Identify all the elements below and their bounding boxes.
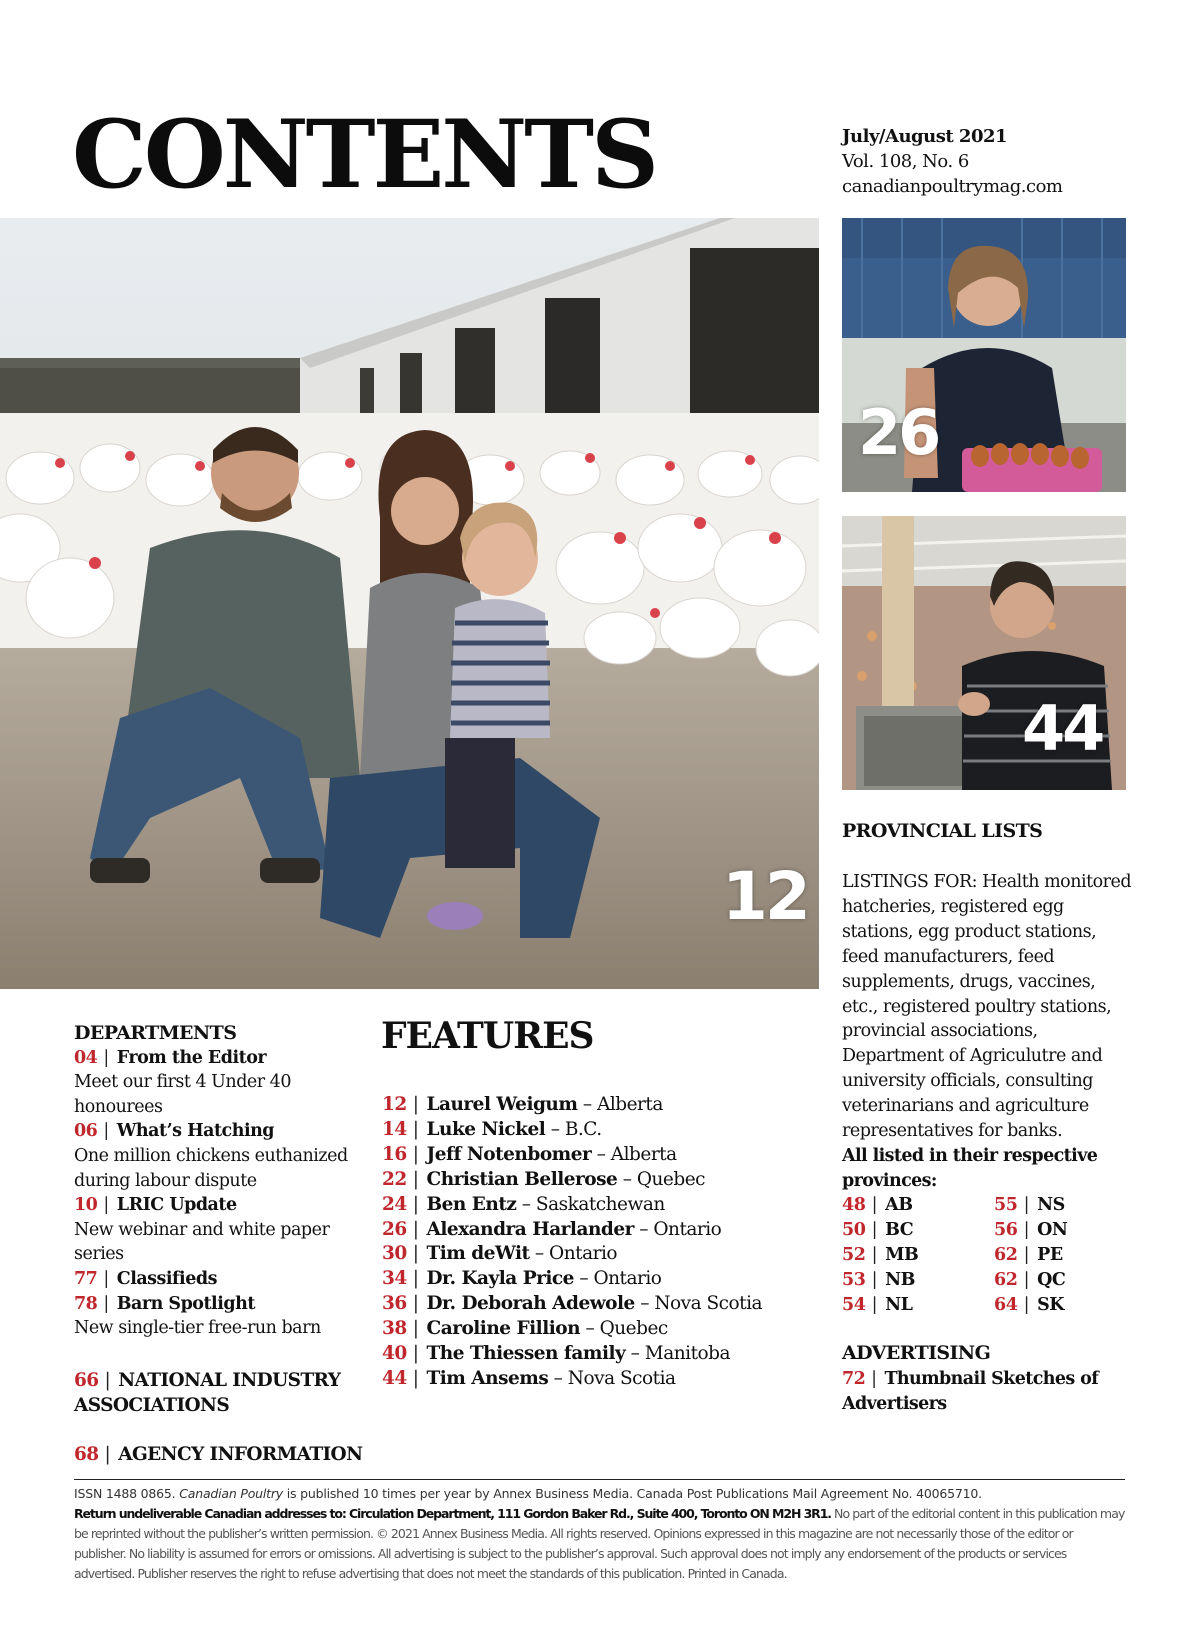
photo-26-page-number: 26 (858, 396, 939, 469)
feature-name: Luke Nickel (426, 1118, 546, 1140)
advertising-entry[interactable]: 72 | Thumbnail Sketches of Advertisers (842, 1369, 1099, 1414)
feature-page-number: 44 (382, 1367, 407, 1389)
departments-section (74, 1021, 364, 1341)
advertising-page-number: 72 (842, 1369, 866, 1389)
provincial-lists-heading: PROVINCIAL LISTS (842, 820, 1043, 842)
return-address: Return undeliverable Canadian addresses to: Circulation Department, 111 Gordon Baker Rd., Suite 400, Toronto ON M2H 3R1. (74, 1506, 831, 1521)
feature-item[interactable]: 38 | Caroline Fillion – Quebec (382, 1318, 668, 1340)
feature-name: Alexandra Harlander (426, 1218, 634, 1240)
agency-page-number: 68 (74, 1444, 99, 1465)
provincial-lists-note: All listed in their respective provinces: (842, 1146, 1098, 1191)
feature-item[interactable]: 34 | Dr. Kayla Price – Ontario (382, 1268, 662, 1290)
province-entry[interactable]: 62 | QC (994, 1269, 1066, 1290)
dept-item[interactable]: 10 | LRIC Update New webinar and white paper series (74, 1193, 364, 1267)
feature-province: – Ontario (579, 1268, 662, 1290)
dept-description: New single-tier free-run barn (74, 1318, 321, 1339)
province-entry[interactable]: 48 | AB (842, 1195, 913, 1215)
feature-page-number: 26 (382, 1218, 407, 1240)
feature-name: Laurel Weigum (426, 1094, 578, 1115)
dept-page-number: 10 (74, 1195, 98, 1216)
dept-title: Barn Spotlight (116, 1293, 255, 1314)
feature-province: – Nova Scotia (640, 1293, 763, 1315)
feature-name: Tim deWit (426, 1243, 530, 1265)
photo-44-page-number: 44 (1022, 692, 1103, 765)
family-with-turkeys-illustration (0, 218, 819, 989)
feature-photo-26[interactable] (842, 218, 1126, 492)
publication-legal-notice: ISSN 1488 0865. Canadian Poultry is published 10 times per year by Annex Business Media. Canada Post Publications Mail Agreement No. 40065710. Return undeliverable Canadian addresses to: Circulation Department, 111 Gordon Baker Rd., Suite 400, Toronto ON M2H 3R1. No part of the editorial content in this publication may be reprinted without the publisher’s written permission. © 2021 Annex Business Media. All rights reserved. Opinions expressed in this magazine are not necessarily those of the editor or publisher. No liability is assumed for errors or omissions. All advertising is subject to the publisher’s approval. Such approval does not imply any endorsement of the products or services advertised. Publisher reserves the right to refuse advertising that does not meet the standards of this publication. Printed in Canada. (74, 1486, 1125, 1581)
dept-description: New webinar and white paper series (74, 1219, 330, 1265)
feature-page-number: 34 (382, 1268, 407, 1290)
province-entry[interactable]: 50 | BC (842, 1219, 914, 1240)
feature-item[interactable]: 30 | Tim deWit – Ontario (382, 1243, 617, 1265)
province-entry[interactable]: 54 | NL (842, 1294, 913, 1315)
province-entry[interactable]: 55 | NS (994, 1195, 1065, 1215)
feature-province: – Quebec (585, 1318, 668, 1340)
dept-item[interactable]: 78 | Barn Spotlight New single-tier free-run barn (74, 1292, 364, 1341)
footer-divider (74, 1479, 1125, 1480)
feature-photo-44[interactable] (842, 516, 1126, 790)
province-entry[interactable]: 64 | SK (994, 1294, 1065, 1315)
province-entry[interactable]: 52 | MB (842, 1244, 919, 1265)
issue-info (842, 124, 1063, 199)
feature-province: – Alberta (582, 1094, 663, 1115)
feature-name: Jeff Notenbomer (426, 1143, 592, 1165)
departments-heading: DEPARTMENTS (74, 1022, 237, 1044)
feature-page-number: 22 (382, 1168, 407, 1190)
main-photo-page-number: 12 (722, 858, 808, 935)
cover-story-photo[interactable] (0, 218, 819, 989)
feature-item[interactable]: 26 | Alexandra Harlander – Ontario (382, 1218, 722, 1240)
magazine-website-link[interactable]: canadianpoultrymag.com (842, 176, 1063, 197)
dept-title: Classifieds (116, 1268, 217, 1289)
province-entry[interactable]: 56 | ON (994, 1219, 1068, 1240)
feature-page-number: 36 (382, 1293, 407, 1315)
dept-description: Meet our first 4 Under 40 honourees (74, 1072, 291, 1117)
dept-page-number: 78 (74, 1293, 98, 1314)
feature-province: – Ontario (639, 1218, 722, 1240)
dept-description: One million chickens euthanized during labour dispute (74, 1145, 348, 1191)
dept-item[interactable]: 04 | From the Editor Meet our first 4 Under 40 honourees (74, 1046, 364, 1120)
advertising-heading: ADVERTISING (842, 1342, 991, 1364)
national-page-number: 66 (74, 1370, 99, 1391)
province-entry[interactable]: 53 | NB (842, 1269, 916, 1290)
feature-page-number: 40 (382, 1343, 407, 1365)
page-title: CONTENTS (72, 100, 656, 210)
feature-page-number: 12 (382, 1094, 407, 1115)
feature-page-number: 24 (382, 1193, 407, 1215)
feature-province: – Alberta (596, 1143, 677, 1165)
dept-item[interactable]: 06 | What’s Hatching One million chickens euthanized during labour dispute (74, 1119, 364, 1193)
national-industry-associations-entry[interactable]: 66 | NATIONAL INDUSTRY ASSOCIATIONS (74, 1370, 341, 1416)
issue-date: July/August 2021 (842, 126, 1008, 147)
feature-page-number: 38 (382, 1318, 407, 1340)
copyright-disclaimer: No part of the editorial content in this publication may be reprinted without the publisher’s written permission. © 2021 Annex Business Media. All rights reserved. Opinions expressed in this magazine are not necessarily those of the editor or publisher. No liability is assumed for errors or omissions. All advertising is subject to the publisher’s approval. Such approval does not imply any endorsement of the products or services advertised. Publisher reserves the right to refuse advertising that does not meet the standards of this publication. Printed in Canada. (74, 1506, 1125, 1581)
feature-item[interactable]: 14 | Luke Nickel – B.C. (382, 1118, 602, 1140)
provincial-lists-description: LISTINGS FOR: Health monitored hatcheries, registered egg stations, egg product stations, feed manufacturers, feed supplements, drugs, vaccines, etc., registered poultry stations, provincial associations, Department of Agriculutre and university officials, consulting veterinarians and agriculture representatives for banks. (842, 872, 1132, 1142)
feature-province: – Quebec (622, 1168, 706, 1190)
feature-name: Christian Bellerose (426, 1168, 618, 1190)
agency-title: AGENCY INFORMATION (118, 1444, 363, 1465)
feature-name: Dr. Kayla Price (426, 1268, 574, 1290)
feature-name: Dr. Deborah Adewole (426, 1293, 635, 1315)
agency-information-entry[interactable]: 68 | AGENCY INFORMATION (74, 1444, 363, 1465)
dept-page-number: 04 (74, 1047, 98, 1068)
dept-title: What’s Hatching (116, 1121, 275, 1142)
advertising-title: Thumbnail Sketches of Advertisers (842, 1369, 1099, 1414)
feature-province: – B.C. (550, 1118, 602, 1140)
feature-name: Tim Ansems (426, 1367, 549, 1389)
feature-name: The Thiessen family (426, 1343, 626, 1365)
issue-volume: Vol. 108, No. 6 (842, 151, 969, 172)
features-list (382, 1093, 762, 1392)
dept-page-number: 77 (74, 1268, 98, 1289)
feature-province: – Nova Scotia (553, 1367, 676, 1389)
feature-item[interactable]: 36 | Dr. Deborah Adewole – Nova Scotia (382, 1293, 763, 1315)
province-entry[interactable]: 62 | PE (994, 1244, 1063, 1265)
feature-province: – Saskatchewan (521, 1193, 665, 1215)
dept-title: From the Editor (116, 1047, 267, 1068)
feature-page-number: 16 (382, 1143, 407, 1165)
feature-item[interactable]: 40 | The Thiessen family – Manitoba (382, 1343, 731, 1365)
feature-page-number: 14 (382, 1118, 407, 1140)
dept-item[interactable]: 77 | Classifieds (74, 1268, 217, 1289)
national-title: NATIONAL INDUSTRY ASSOCIATIONS (74, 1370, 341, 1416)
feature-item[interactable]: 24 | Ben Entz – Saskatchewan (382, 1193, 665, 1215)
feature-item[interactable]: 16 | Jeff Notenbomer – Alberta (382, 1143, 677, 1165)
feature-item[interactable]: 44 | Tim Ansems – Nova Scotia (382, 1367, 676, 1389)
feature-item[interactable]: 12 | Laurel Weigum – Alberta (382, 1094, 663, 1115)
feature-name: Caroline Fillion (426, 1318, 581, 1340)
feature-page-number: 30 (382, 1243, 407, 1265)
feature-province: – Ontario (534, 1243, 617, 1265)
features-heading: FEATURES (381, 1015, 594, 1057)
dept-page-number: 06 (74, 1121, 98, 1142)
feature-item[interactable]: 22 | Christian Bellerose – Quebec (382, 1168, 706, 1190)
dept-title: LRIC Update (116, 1195, 237, 1216)
feature-name: Ben Entz (426, 1193, 517, 1215)
feature-province: – Manitoba (630, 1343, 731, 1365)
